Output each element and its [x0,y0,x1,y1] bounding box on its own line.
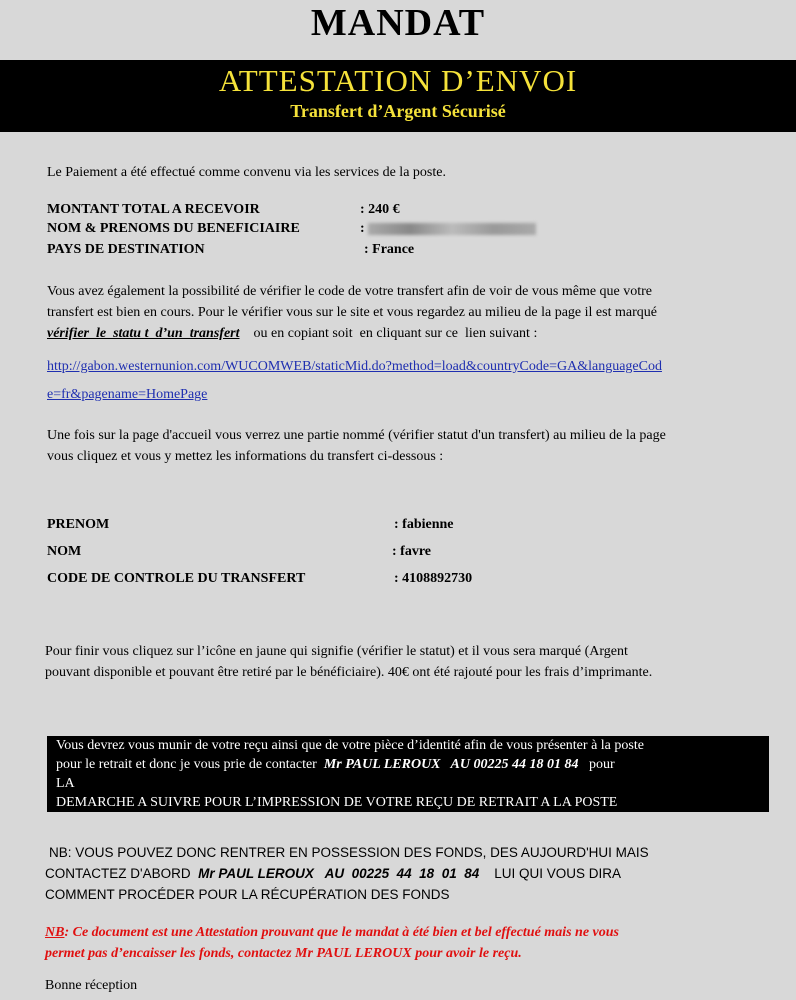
header-banner [0,60,796,132]
instructions-line-2: vous cliquez et vous y mettez les informations du transfert ci-dessous : [47,449,444,464]
document-title: MANDAT [310,2,486,44]
instructions-line-1: Une fois sur la page d'accueil vous verrez une partie nommé (vérifier statut d'un transfert) au milieu de la page [47,428,666,443]
nb2-line-1 [45,922,619,944]
verify-line-3 [47,323,537,345]
code-label: CODE DE CONTROLE DU TRANSFERT [47,571,306,586]
nb1-line-2-end: LUI QUI VOUS DIRA [494,866,622,881]
nb1-line-2 [45,863,621,885]
notice-line-2-start: pour le retrait et donc je vous prie de contacter [56,757,317,772]
beneficiary-value [360,221,536,237]
amount-label: MONTANT TOTAL A RECEVOIR [47,202,260,217]
prenom-label: PRENOM [47,517,110,532]
intro-text: Le Paiement a été effectué comme convenu via les services de la poste. [47,165,446,180]
closing-text: Bonne réception [45,978,138,993]
notice-line-4: DEMARCHE A SUIVRE POUR L’IMPRESSION DE VOTRE REÇU DE RETRAIT A LA POSTE [56,795,618,810]
finish-line-1: Pour finir vous cliquez sur l’icône en jaune qui signifie (vérifier le statut) et il vous sera marqué (Argent [45,644,628,659]
amount-value: : 240 € [360,202,400,217]
banner-subheading: Transfert d’Argent Sécurisé [290,101,506,121]
finish-line-2: pouvant disponible et pouvant être retiré par le bénéficiaire). 40€ ont été rajouté pour les frais d’imprimante. [45,665,653,680]
notice-line-2 [47,755,769,774]
link-line-1 [47,356,662,378]
code-value: : 4108892730 [394,571,473,586]
notice-line-2-end: pour [588,757,615,772]
verify-line-1: Vous avez également la possibilité de vérifier le code de votre transfert afin de voir de vous même que votre [47,284,653,299]
country-label: PAYS DE DESTINATION [47,242,205,257]
nb2-line-2: permet pas d’encaisser les fonds, contactez Mr PAUL LEROUX pour avoir le reçu. [45,946,522,961]
beneficiary-colon: : [360,221,365,236]
nb1-contact: Mr PAUL LEROUX AU 00225 44 18 01 84 [198,866,480,881]
banner-heading: ATTESTATION D’ENVOI [218,63,578,98]
nb2-prefix: NB [45,925,65,940]
verify-highlight: vérifier le statu t d’un transfert [47,326,240,341]
nom-value: : favre [392,544,431,559]
western-union-link-continued[interactable]: e=fr&pagename=HomePage [47,387,208,402]
notice-line-3: LA [56,776,75,791]
nom-label: NOM [47,544,82,559]
notice-contact: Mr PAUL LEROUX AU 00225 44 18 01 84 [323,757,579,772]
redacted-name [368,223,536,235]
beneficiary-label: NOM & PRENOMS DU BENEFICIAIRE [47,221,300,236]
western-union-link[interactable]: http://gabon.westernunion.com/WUCOMWEB/staticMid.do?method=load&countryCode=GA&languageCod [47,359,662,374]
nb2-line-1-text: : Ce document est une Attestation prouvant que le mandat à été bien et bel effectué mais ne vous [64,925,619,940]
link-line-2 [47,384,207,406]
prenom-value: : fabienne [394,517,454,532]
notice-box [47,736,769,812]
nb1-line-3: COMMENT PROCÉDER POUR LA RÉCUPÉRATION DES FONDS [45,887,450,902]
verify-line-3-tail: ou en copiant soit en cliquant sur ce lien suivant : [253,326,538,341]
country-value: : France [364,242,415,257]
nb1-line-2-start: CONTACTEZ D'ABORD [45,866,191,881]
notice-line-1: Vous devrez vous munir de votre reçu ainsi que de votre pièce d’identité afin de vous présenter à la poste [56,738,644,753]
nb1-line-1: NB: VOUS POUVEZ DONC RENTRER EN POSSESSION DES FONDS, DES AUJOURD'HUI MAIS [49,845,649,860]
verify-line-2: transfert est bien en cours. Pour le vérifier vous sur le site et vous regardez au milieu de la page il est marqué [47,305,657,320]
